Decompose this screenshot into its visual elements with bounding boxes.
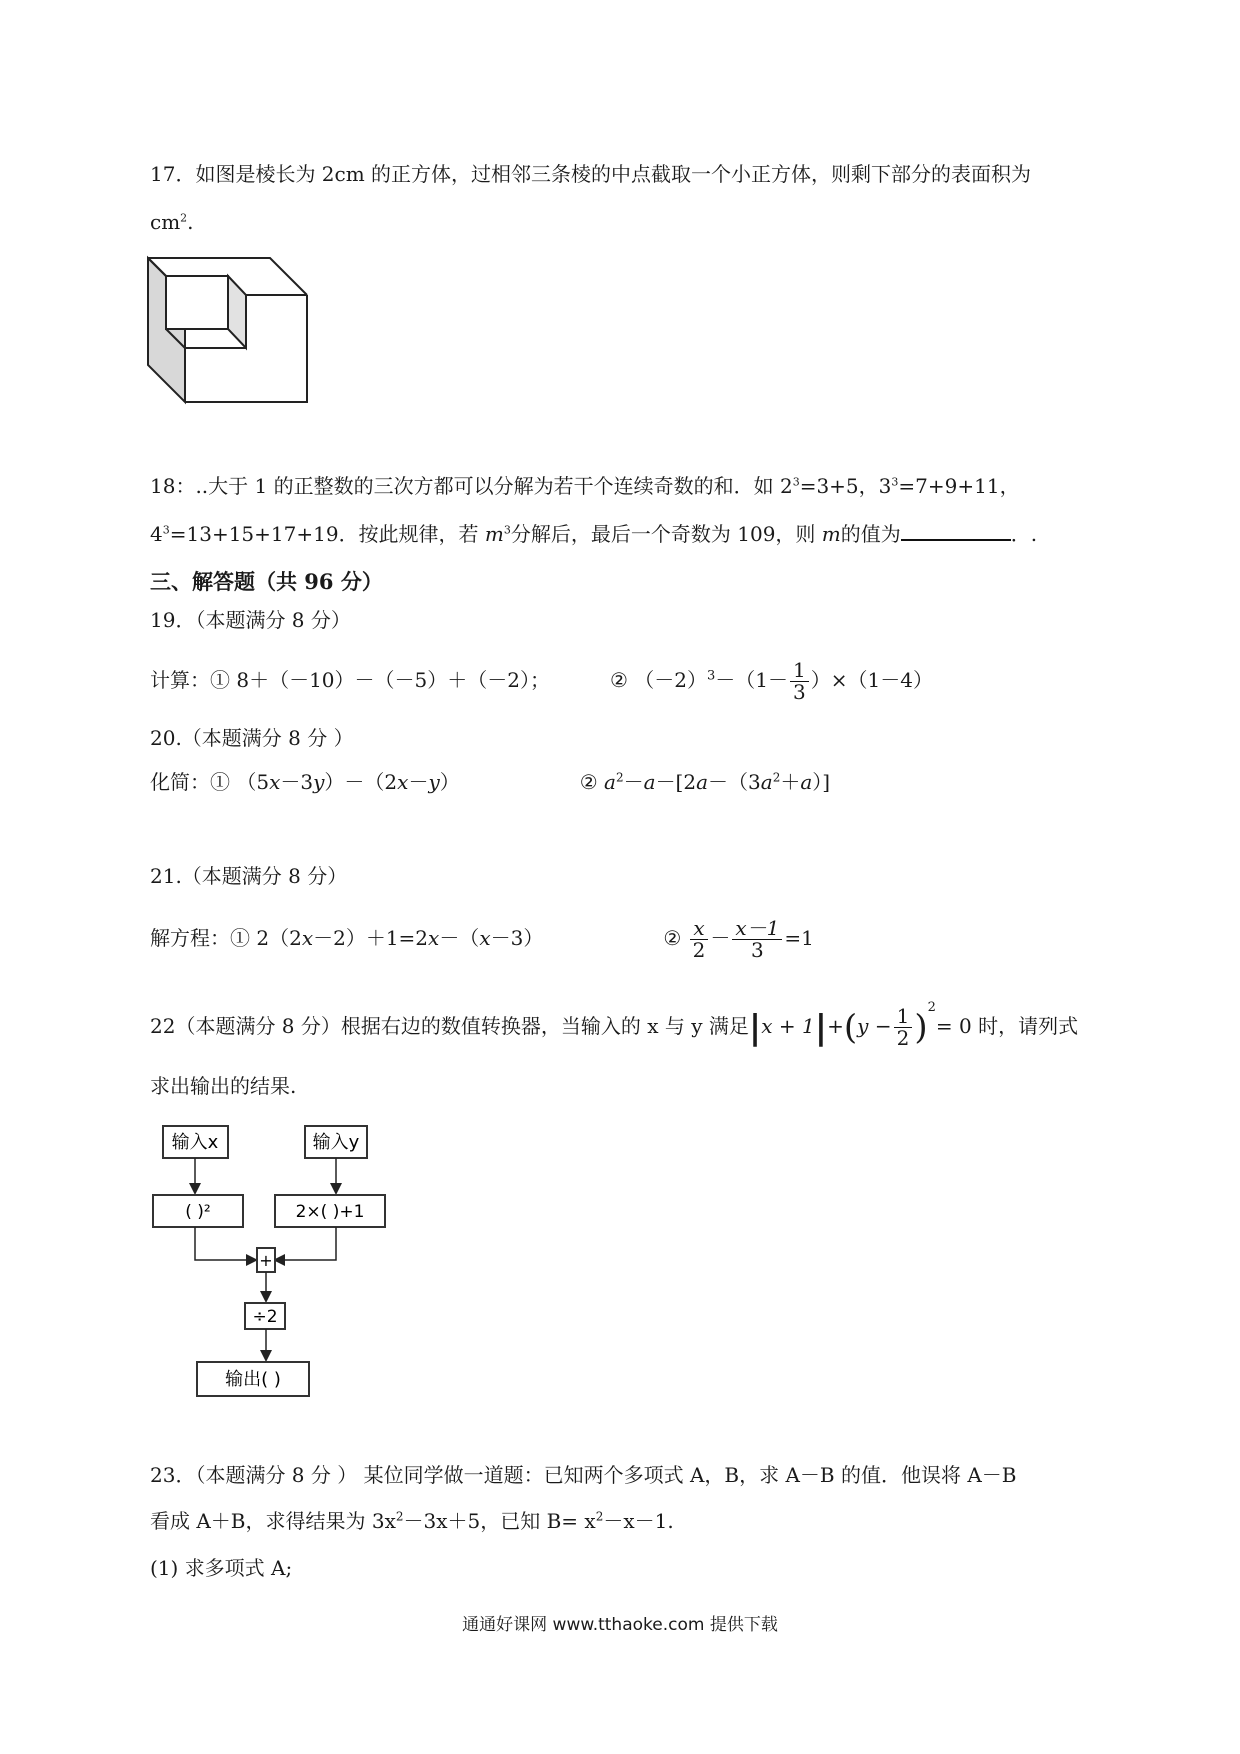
q21-p1d: －3） [490, 926, 544, 950]
q21-fraction-1 [690, 918, 709, 961]
question-21-content [150, 918, 814, 961]
question-17-text [150, 158, 1031, 187]
q22-exp: 2 [927, 1000, 936, 1015]
arrow-linear-to-plus [276, 1227, 336, 1260]
q22-abs-inner: x + 1 [761, 1014, 815, 1038]
q18-sup4: 3 [503, 523, 511, 537]
q19-fraction [790, 660, 809, 703]
q21-frac2-den: 3 [751, 938, 764, 962]
q18-text5: =13+15+17+19．按此规律，若 [169, 522, 485, 546]
question-23-line3: (1) 求多项式 A; [150, 1556, 293, 1580]
page-footer: 通通好课网 www.tthaoke.com 提供下载 [462, 1615, 778, 1635]
unit-exponent: 2 [180, 211, 188, 225]
q21-eq: =1 [784, 926, 814, 950]
var-a: a [760, 770, 773, 794]
q20-p2b: － [623, 770, 644, 794]
q22-text2: = 0 时，请列式 [935, 1014, 1079, 1038]
abs-bar-right: | [814, 1007, 828, 1048]
linear-box-label: 2×( )+1 [295, 1202, 365, 1222]
divide-box-label: ÷2 [252, 1307, 278, 1327]
q23-sup2: 2 [595, 1509, 604, 1524]
q21-minus: － [710, 926, 731, 950]
question-22-line1 [150, 1000, 1078, 1049]
q23-line2-a: 看成 A＋B，求得结果为 3x [150, 1509, 396, 1533]
q20-p1c: ）－（2 [324, 770, 398, 794]
question-17-line1: 17．如图是棱长为 2cm 的正方体，过相邻三条棱的中点截取一个小正方体，则剩下部分的表面积为 [150, 162, 1032, 186]
q21-p1c: －（ [439, 926, 480, 950]
q20-label: 化简：① （5 [150, 770, 270, 794]
q19-part2-prefix: ② （－2） [609, 668, 707, 692]
q18-var-m: m [484, 522, 504, 546]
square-box [153, 1195, 243, 1227]
q21-p1b: －2）＋1=2 [313, 926, 429, 950]
q20-p2a: ② [579, 770, 605, 794]
var-a: a [696, 770, 709, 794]
q18-text7: 的值为 [840, 522, 901, 546]
q18-end: ．. [1010, 522, 1038, 546]
plus-box [257, 1248, 275, 1272]
input-y-label: 输入y [312, 1132, 360, 1153]
divide-box [245, 1303, 285, 1329]
q19-part2-mid: －（1－ [715, 668, 789, 692]
q20-p2e: ＋ [780, 770, 801, 794]
q18-text6: 分解后，最后一个奇数为 109，则 [510, 522, 822, 546]
question-20-content [150, 766, 830, 795]
q23-line2-b: －3x＋5，已知 B= x [403, 1509, 596, 1533]
q18-text2: =3+5，3 [799, 474, 892, 498]
q20-sup: 2 [772, 770, 781, 785]
question-19-content [150, 660, 933, 703]
q19-part2-end: ）×（1－4） [810, 668, 933, 692]
q18-sup2: 3 [891, 475, 899, 489]
q19-frac-num: 1 [790, 660, 809, 682]
var-x: x [479, 926, 491, 950]
q18-text1: 18：..大于 1 的正整数的三次方都可以分解为若干个连续奇数的和．如 2 [150, 474, 793, 498]
q22-fraction [894, 1006, 913, 1049]
input-x-label: 输入x [171, 1132, 219, 1153]
q18-sup1: 3 [792, 475, 800, 489]
arrow-square-to-plus [195, 1227, 255, 1260]
question-22-line2: 求出输出的结果. [150, 1074, 297, 1098]
q23-sup1: 2 [395, 1509, 404, 1524]
q22-plus: + [827, 1014, 844, 1038]
input-y-box [305, 1126, 367, 1158]
var-a: a [800, 770, 813, 794]
var-y: y [313, 770, 325, 794]
output-box-label: 输出( ) [225, 1369, 281, 1390]
var-x: x [397, 770, 409, 794]
q18-sup3: 3 [162, 523, 170, 537]
linear-box [275, 1195, 385, 1227]
question-21-heading: 21.（本题满分 8 分） [150, 864, 348, 888]
question-18-line2 [150, 518, 1037, 547]
paren-left: ( [843, 1007, 858, 1048]
q21-fraction-2 [732, 918, 782, 961]
q21-label: 解方程：① 2（2 [150, 926, 302, 950]
q19-exp: 3 [707, 668, 716, 684]
q20-sup: 2 [615, 770, 624, 785]
q21-p2: ② [663, 926, 688, 950]
q20-p1d: － [408, 770, 429, 794]
q20-p1b: －3 [280, 770, 314, 794]
question-17-unit [150, 210, 194, 234]
var-a: a [604, 770, 616, 794]
q20-p2d: －（3 [708, 770, 761, 794]
plus-box-label: + [259, 1251, 273, 1270]
q21-frac2-num: x－1 [732, 918, 782, 940]
square-box-label: ( )² [185, 1202, 211, 1222]
var-y: y [428, 770, 440, 794]
value-converter-flowchart [140, 1108, 400, 1408]
q18-text3: =7+9+11， [898, 474, 1020, 498]
q20-p2f: ）] [812, 770, 831, 794]
q22-paren-inner: y − [857, 1014, 892, 1038]
unit-cm: cm [150, 210, 181, 234]
abs-bar-left: | [748, 1007, 762, 1048]
q18-var-m2: m [821, 522, 841, 546]
q21-frac1-den: 2 [692, 938, 706, 962]
input-x-box [163, 1126, 228, 1158]
question-23-line2 [150, 1505, 674, 1534]
answer-blank[interactable] [901, 521, 1011, 541]
cut-side-face [228, 276, 246, 348]
var-x: x [428, 926, 440, 950]
q20-p2c: －[2 [655, 770, 697, 794]
question-23-line1: 23．（本题满分 8 分 ） 某位同学做一道题：已知两个多项式 A，B，求 A－B 的值．他误将 A－B [150, 1463, 1017, 1487]
q19-part1: 计算：① 8＋（－10）－（－5）＋（－2）； [150, 668, 550, 692]
var-x: x [269, 770, 281, 794]
var-x: x [301, 926, 314, 950]
q22-frac-num: 1 [894, 1006, 913, 1028]
question-18-line1 [150, 470, 1020, 499]
q22-text1: 22（本题满分 8 分）根据右边的数值转换器，当输入的 x 与 y 满足 [150, 1014, 749, 1038]
q20-p1e: ） [439, 770, 460, 794]
paren-right: ) [914, 1007, 928, 1048]
var-a: a [643, 770, 656, 794]
unit-period: . [187, 210, 194, 234]
question-19-heading: 19．（本题满分 8 分） [150, 608, 351, 632]
q23-line2-c: －x－1. [603, 1509, 674, 1533]
q18-text4: 4 [150, 522, 163, 546]
cut-square [166, 276, 228, 329]
q21-frac1-num: x [690, 918, 707, 940]
notch-right-edges [246, 295, 307, 348]
q19-frac-den: 3 [793, 680, 806, 704]
section-3-title: 三、解答题（共 96 分） [150, 569, 383, 594]
cube-figure [140, 250, 310, 410]
q22-frac-den: 2 [896, 1026, 910, 1050]
question-20-heading: 20.（本题满分 8 分 ） [150, 726, 354, 750]
output-box [197, 1362, 309, 1396]
